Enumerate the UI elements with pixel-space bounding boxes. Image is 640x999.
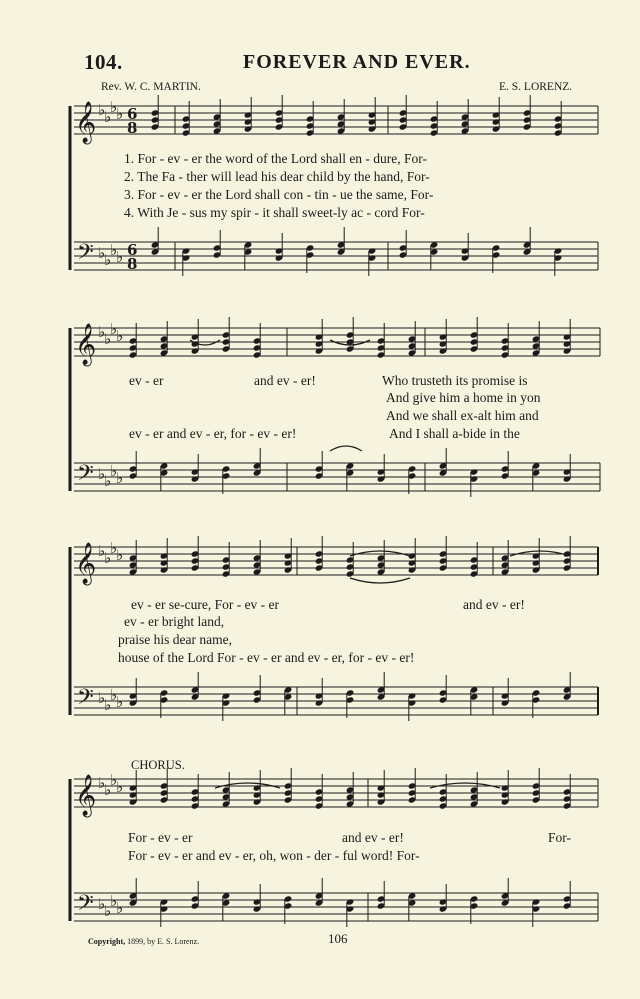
time-signature: 6 (127, 241, 138, 259)
composer-credit: E. S. LORENZ. (499, 81, 573, 93)
slur (330, 446, 362, 451)
lyric-fragment: ev - er se-cure, For - ev - er (131, 597, 280, 612)
treble-clef: 𝄞 (75, 775, 97, 816)
flat-sign: ♭ (104, 549, 112, 567)
lyric-fragment: ev - er and ev - er, for - ev - er! (129, 426, 297, 441)
lyric-fragment: and ev - er! (254, 373, 316, 388)
flat-sign: ♭ (116, 327, 124, 345)
hymn-title: FOREVER AND EVER. (243, 51, 471, 73)
flat-sign: ♭ (116, 105, 124, 123)
treble-clef: 𝄞 (75, 543, 97, 584)
flat-sign: ♭ (110, 320, 118, 338)
treble-clef: 𝄞 (75, 324, 97, 365)
flat-sign: ♭ (98, 465, 106, 483)
verse-1-line: 1. For - ev - er the word of the Lord shall en - dure, For- (124, 151, 428, 166)
slur (350, 578, 410, 583)
flat-sign: ♭ (116, 546, 124, 564)
flat-sign: ♭ (104, 902, 112, 920)
flat-sign: ♭ (104, 251, 112, 269)
hymn-number: 104. (84, 50, 123, 74)
page-number: 106 (328, 931, 348, 946)
bass-clef: 𝄢 (77, 685, 94, 715)
flat-sign: ♭ (98, 323, 106, 341)
lyric-fragment: and ev - er! (342, 830, 404, 845)
lyric-fragment: And give him a home in yon (386, 390, 541, 405)
flat-sign: ♭ (98, 244, 106, 262)
flat-sign: ♭ (110, 771, 118, 789)
flat-sign: ♭ (110, 539, 118, 557)
flat-sign: ♭ (104, 108, 112, 126)
lyric-fragment: For- (548, 830, 571, 845)
flat-sign: ♭ (104, 696, 112, 714)
time-signature: 6 (127, 105, 138, 123)
author-credit: Rev. W. C. MARTIN. (101, 81, 201, 93)
flat-sign: ♭ (98, 895, 106, 913)
lyric-fragment: house of the Lord For - ev - er and ev - er, for - ev - er! (118, 650, 415, 665)
lyric-fragment: ev - er (129, 373, 164, 388)
flat-sign: ♭ (98, 774, 106, 792)
flat-sign: ♭ (110, 241, 118, 259)
flat-sign: ♭ (104, 472, 112, 490)
flat-sign: ♭ (116, 248, 124, 266)
flat-sign: ♭ (104, 330, 112, 348)
flat-sign: ♭ (116, 778, 124, 796)
verse-2-line: 2. The Fa - ther will lead his dear child by the hand, For- (124, 169, 430, 184)
lyric-fragment: And I shall a-bide in the (389, 426, 520, 441)
flat-sign: ♭ (110, 98, 118, 116)
flat-sign: ♭ (104, 781, 112, 799)
bass-clef: 𝄢 (77, 461, 94, 491)
verse-3-line: 3. For - ev - er the Lord shall con - tin - ue the same, For- (124, 187, 434, 202)
lyric-fragment: For - ev - er (128, 830, 193, 845)
copyright-notice: Copyright, 1899, by E. S. Lorenz. (88, 937, 200, 946)
bass-clef: 𝄢 (77, 891, 94, 921)
treble-clef: 𝄞 (75, 102, 97, 143)
lyric-fragment: For - ev - er and ev - er, oh, won - der - ful word! For- (128, 848, 420, 863)
bass-clef: 𝄢 (77, 240, 94, 270)
lyric-fragment: and ev - er! (463, 597, 525, 612)
flat-sign: ♭ (116, 469, 124, 487)
flat-sign: ♭ (110, 686, 118, 704)
verse-4-line: 4. With Je - sus my spir - it shall sweet-ly ac - cord For- (124, 205, 425, 220)
lyric-fragment: praise his dear name, (118, 632, 232, 647)
flat-sign: ♭ (116, 899, 124, 917)
flat-sign: ♭ (116, 693, 124, 711)
lyric-fragment: And we shall ex-alt him and (386, 408, 539, 423)
time-signature: 8 (127, 255, 138, 273)
lyric-fragment: ev - er bright land, (124, 614, 225, 629)
time-signature: 8 (127, 119, 138, 137)
flat-sign: ♭ (110, 892, 118, 910)
flat-sign: ♭ (98, 101, 106, 119)
flat-sign: ♭ (98, 542, 106, 560)
lyric-fragment: Who trusteth its promise is (382, 373, 528, 388)
chorus-label: CHORUS. (131, 758, 185, 772)
flat-sign: ♭ (110, 462, 118, 480)
flat-sign: ♭ (98, 689, 106, 707)
